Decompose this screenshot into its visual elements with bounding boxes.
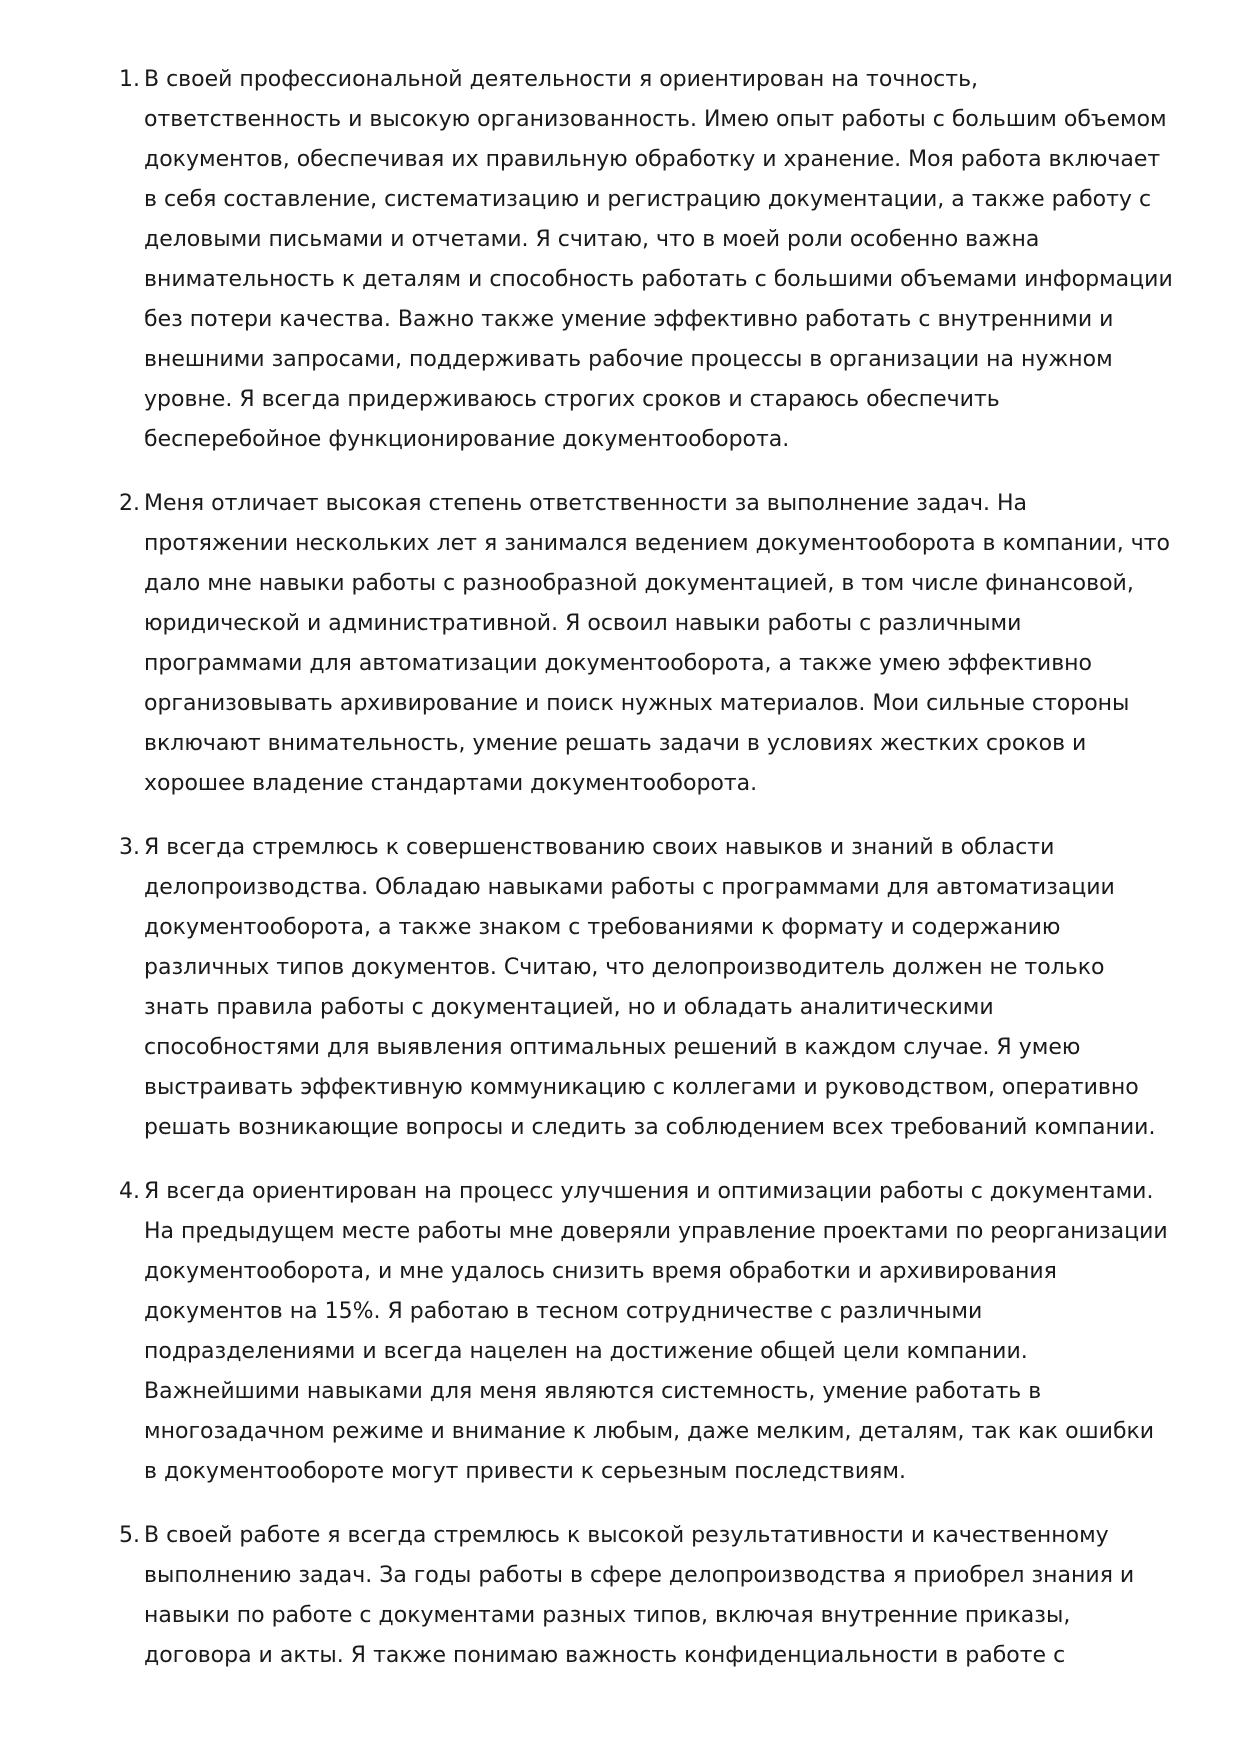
list-item-1 <box>114 60 1174 460</box>
list-item-2 <box>114 484 1174 804</box>
list-item-5 <box>114 1516 1174 1676</box>
list-item-number: 3. <box>119 835 140 860</box>
list-item-text: Я всегда ориентирован на процесс улучшения и оптимизации работы с документами. На предыдущем месте работы мне доверяли управление проектами по реорганизации документооборота, и мне удалось снизить время обработки и архивирования документов на 15%. Я работаю в тесном сотрудничестве с различными подразделениями и всегда нацелен на достижение общей цели компании. Важнейшими навыками для меня являются системность, умение работать в многозадачном режиме и внимание к любым, даже мелким, деталям, так как ошибки в документообороте могут привести к серьезным последствиям. <box>144 1179 1168 1484</box>
list-item-number: 1. <box>119 67 140 92</box>
numbered-list <box>114 60 1174 1700</box>
list-item-3 <box>114 828 1174 1148</box>
list-item-text: Я всегда стремлюсь к совершенствованию своих навыков и знаний в области делопроизводства. Обладаю навыками работы с программами для автоматизации документооборота, а также знаком с требованиями к формату и содержанию различных типов документов. Считаю, что делопроизводитель должен не только знать правила работы с документацией, но и обладать аналитическими способностями для выявления оптимальных решений в каждом случае. Я умею выстраивать эффективную коммуникацию с коллегами и руководством, оперативно решать возникающие вопросы и следить за соблюдением всех требований компании. <box>144 835 1156 1140</box>
list-item-4 <box>114 1172 1174 1492</box>
list-item-number: 5. <box>119 1523 140 1548</box>
list-item-number: 4. <box>119 1179 140 1204</box>
list-item-text: В своей профессиональной деятельности я ориентирован на точность, ответственность и высокую организованность. Имею опыт работы с большим объемом документов, обеспечивая их правильную обработку и хранение. Моя работа включает в себя составление, систематизацию и регистрацию документации, а также работу с деловыми письмами и отчетами. Я считаю, что в моей роли особенно важна внимательность к деталям и способность работать с большими объемами информации без потери качества. Важно также умение эффективно работать с внутренними и внешними запросами, поддерживать рабочие процессы в организации на нужном уровне. Я всегда придерживаюсь строгих сроков и стараюсь обеспечить бесперебойное функционирование документооборота. <box>144 67 1173 452</box>
list-item-text: В своей работе я всегда стремлюсь к высокой результативности и качественному выполнению задач. За годы работы в сфере делопроизводства я приобрел знания и навыки по работе с документами разных типов, включая внутренние приказы, договора и акты. Я также понимаю важность конфиденциальности в работе с <box>144 1523 1135 1668</box>
list-item-number: 2. <box>119 491 140 516</box>
list-item-text: Меня отличает высокая степень ответственности за выполнение задач. На протяжении нескольких лет я занимался ведением документооборота в компании, что дало мне навыки работы с разнообразной документацией, в том числе финансовой, юридической и административной. Я освоил навыки работы с различными программами для автоматизации документооборота, а также умею эффективно организовывать архивирование и поиск нужных материалов. Мои сильные стороны включают внимательность, умение решать задачи в условиях жестких сроков и хорошее владение стандартами документооборота. <box>144 491 1170 796</box>
